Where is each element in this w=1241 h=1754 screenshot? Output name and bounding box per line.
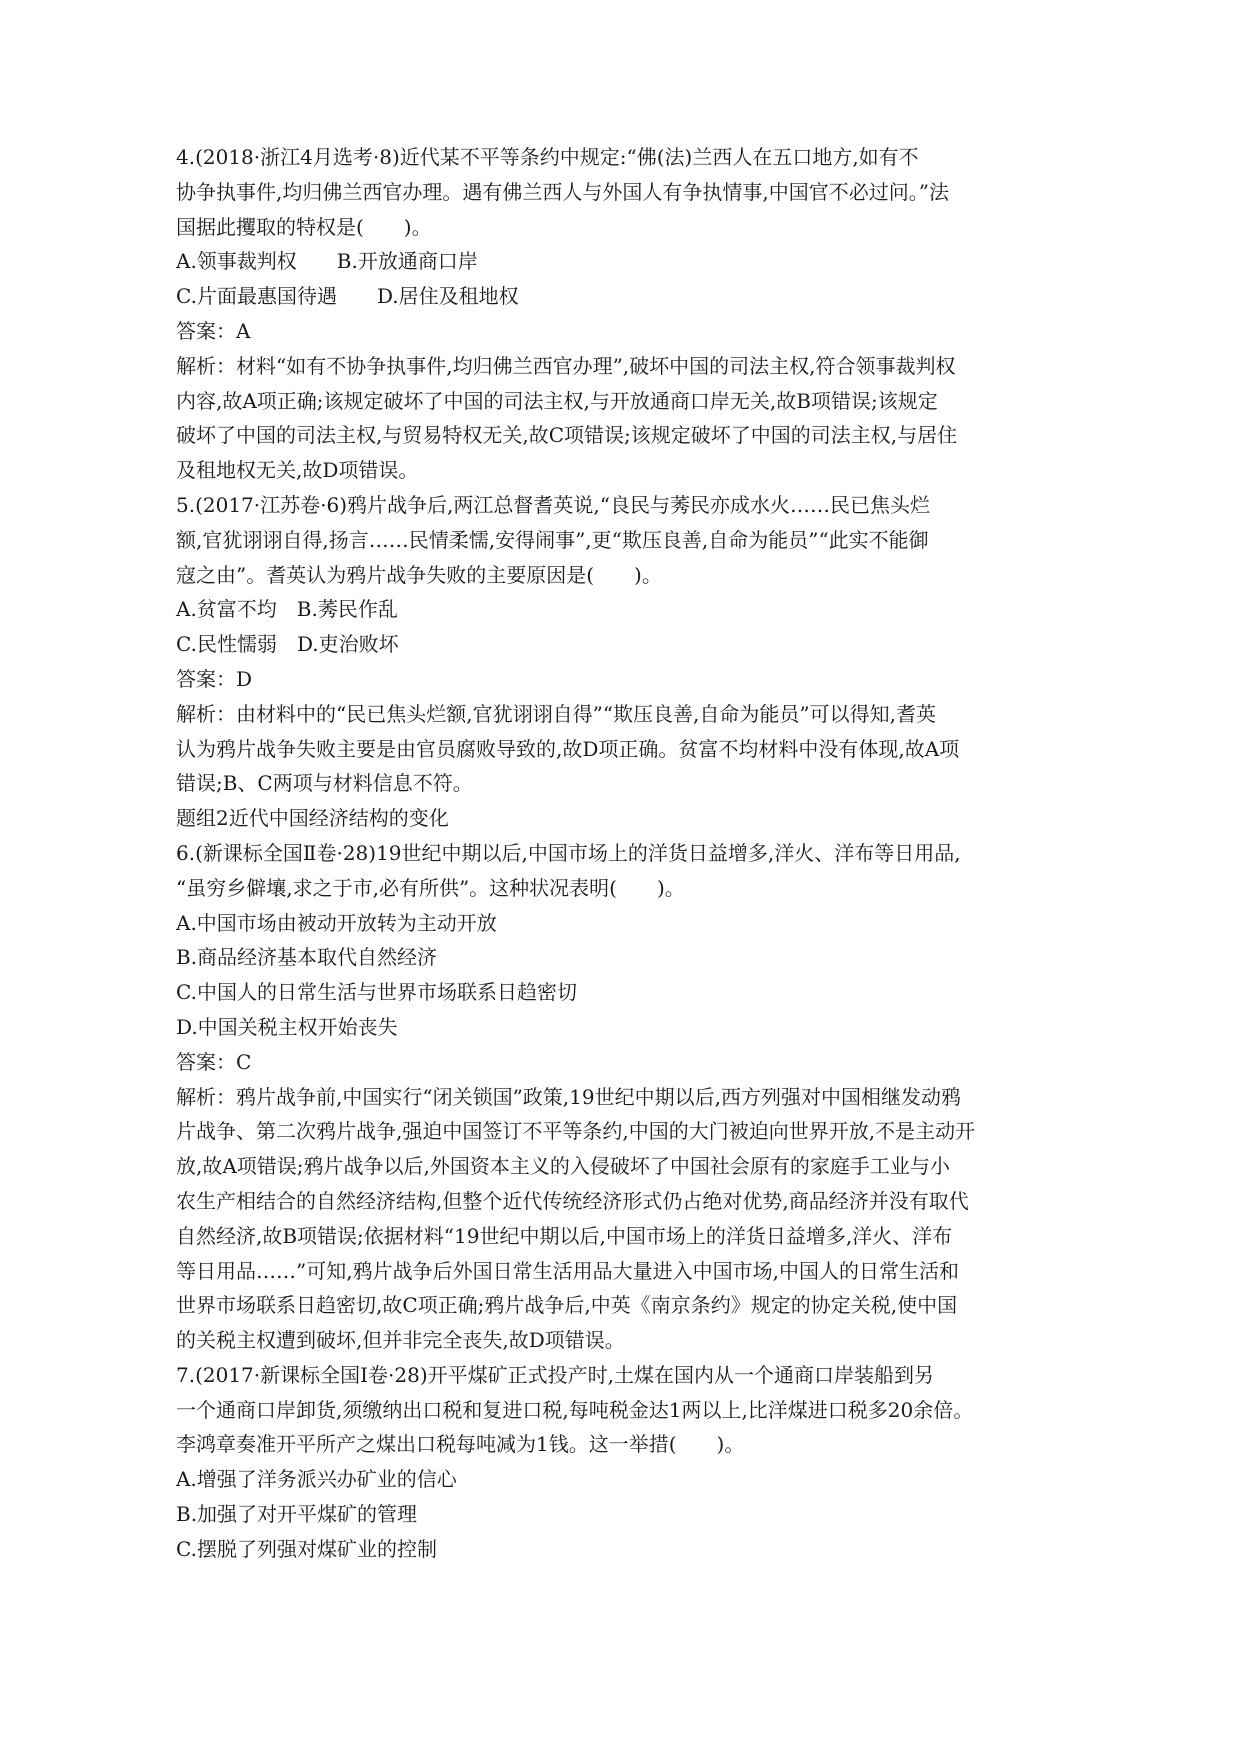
q5-stem-line-2: 额,官犹诩诩自得,扬言……民情柔懦,安得闹事”,更“欺压良善,自命为能员”“此实不能御: [176, 527, 929, 552]
q6-option-b: B.商品经济基本取代自然经济: [176, 945, 438, 970]
q4-analysis-line-4: 及租地权无关,故D项错误。: [176, 458, 419, 483]
q4-options-cd: C.片面最惠国待遇 D.居住及租地权: [176, 284, 519, 309]
q4-options-ab: A.领事裁判权 B.开放通商口岸: [176, 249, 478, 274]
q7-stem-line-2: 一个通商口岸卸货,须缴纳出口税和复进口税,每吨税金达1两以上,比洋煤进口税多20余倍。: [176, 1397, 974, 1422]
q6-stem-line-2: “虽穷乡僻壤,求之于市,必有所供”。这种状况表明( )。: [176, 875, 685, 900]
q6-analysis-line-6: 等日用品……”可知,鸦片战争后外国日常生活用品大量进入中国市场,中国人的日常生活和: [176, 1258, 959, 1283]
q5-stem-line-3: 寇之由”。耆英认为鸦片战争失败的主要原因是( )。: [176, 562, 662, 587]
q4-stem-line-3: 国据此攫取的特权是( )。: [176, 214, 432, 239]
q7-option-a: A.增强了洋务派兴办矿业的信心: [176, 1467, 457, 1492]
q4-stem-line-2: 协争执事件,均归佛兰西官办理。遇有佛兰西人与外国人有争执情事,中国官不必过问。”法: [176, 179, 949, 204]
q6-answer: 答案：C: [176, 1049, 252, 1074]
q7-stem-line-1: 7.(2017·新课标全国Ⅰ卷·28)开平煤矿正式投产时,土煤在国内从一个通商口岸装船到另: [176, 1362, 935, 1387]
q6-analysis-line-3: 放,故A项错误;鸦片战争以后,外国资本主义的入侵破坏了中国社会原有的家庭手工业与小: [176, 1154, 950, 1179]
q4-analysis-line-3: 破坏了中国的司法主权,与贸易特权无关,故C项错误;该规定破坏了中国的司法主权,与居住: [176, 423, 958, 448]
q6-analysis-line-4: 农生产相结合的自然经济结构,但整个近代传统经济形式仍占绝对优势,商品经济并没有取代: [176, 1188, 969, 1213]
section-heading: 题组2近代中国经济结构的变化: [176, 806, 449, 831]
q4-analysis-line-1: 解析：材料“如有不协争执事件,均归佛兰西官办理”,破坏中国的司法主权,符合领事裁判权: [176, 353, 956, 378]
q7-stem-line-3: 李鸿章奏准开平所产之煤出口税每吨减为1钱。这一举措( )。: [176, 1432, 745, 1457]
q4-stem-line-1: 4.(2018·浙江4月选考·8)近代某不平等条约中规定:“佛(法)兰西人在五口地方,如有不: [176, 145, 919, 169]
q4-answer: 答案：A: [176, 318, 251, 343]
q6-analysis-line-1: 解析：鸦片战争前,中国实行“闭关锁国”政策,19世纪中期以后,西方列强对中国相继发动鸦: [176, 1084, 961, 1109]
q6-analysis-line-7: 世界市场联系日趋密切,故C项正确;鸦片战争后,中英《南京条约》规定的协定关税,使中国: [176, 1293, 958, 1318]
q5-stem-line-1: 5.(2017·江苏卷·6)鸦片战争后,两江总督耆英说,“良民与莠民亦成水火……民已焦头烂: [176, 492, 930, 517]
q5-options-cd: C.民性懦弱 D.吏治败坏: [176, 632, 399, 657]
q5-analysis-line-2: 认为鸦片战争失败主要是由官员腐败导致的,故D项正确。贫富不均材料中没有体现,故A项: [176, 736, 960, 761]
q6-analysis-line-5: 自然经济,故B项错误;依据材料“19世纪中期以后,中国市场上的洋货日益增多,洋火、洋布: [176, 1223, 953, 1248]
q5-analysis-line-1: 解析：由材料中的“民已焦头烂额,官犹诩诩自得”“欺压良善,自命为能员”可以得知,耆英: [176, 701, 936, 726]
q5-analysis-line-3: 错误;B、C两项与材料信息不符。: [176, 771, 473, 796]
q6-option-d: D.中国关税主权开始丧失: [176, 1014, 398, 1039]
q6-analysis-line-8: 的关税主权遭到破坏,但并非完全丧失,故D项错误。: [176, 1328, 625, 1353]
q4-analysis-line-2: 内容,故A项正确;该规定破坏了中国的司法主权,与开放通商口岸无关,故B项错误;该规定: [176, 388, 938, 413]
q6-analysis-line-2: 片战争、第二次鸦片战争,强迫中国签订不平等条约,中国的大门被迫向世界开放,不是主动开: [176, 1119, 976, 1144]
q7-option-c: C.摆脱了列强对煤矿业的控制: [176, 1536, 437, 1561]
q6-option-a: A.中国市场由被动开放转为主动开放: [176, 910, 497, 935]
document-page: [176, 140, 1096, 1567]
q7-option-b: B.加强了对开平煤矿的管理: [176, 1502, 418, 1527]
q5-answer: 答案：D: [176, 666, 253, 691]
q5-options-ab: A.贫富不均 B.莠民作乱: [176, 597, 398, 622]
q6-option-c: C.中国人的日常生活与世界市场联系日趋密切: [176, 980, 577, 1005]
q6-stem-line-1: 6.(新课标全国Ⅱ卷·28)19世纪中期以后,中国市场上的洋货日益增多,洋火、洋布等日用品,: [176, 840, 961, 865]
